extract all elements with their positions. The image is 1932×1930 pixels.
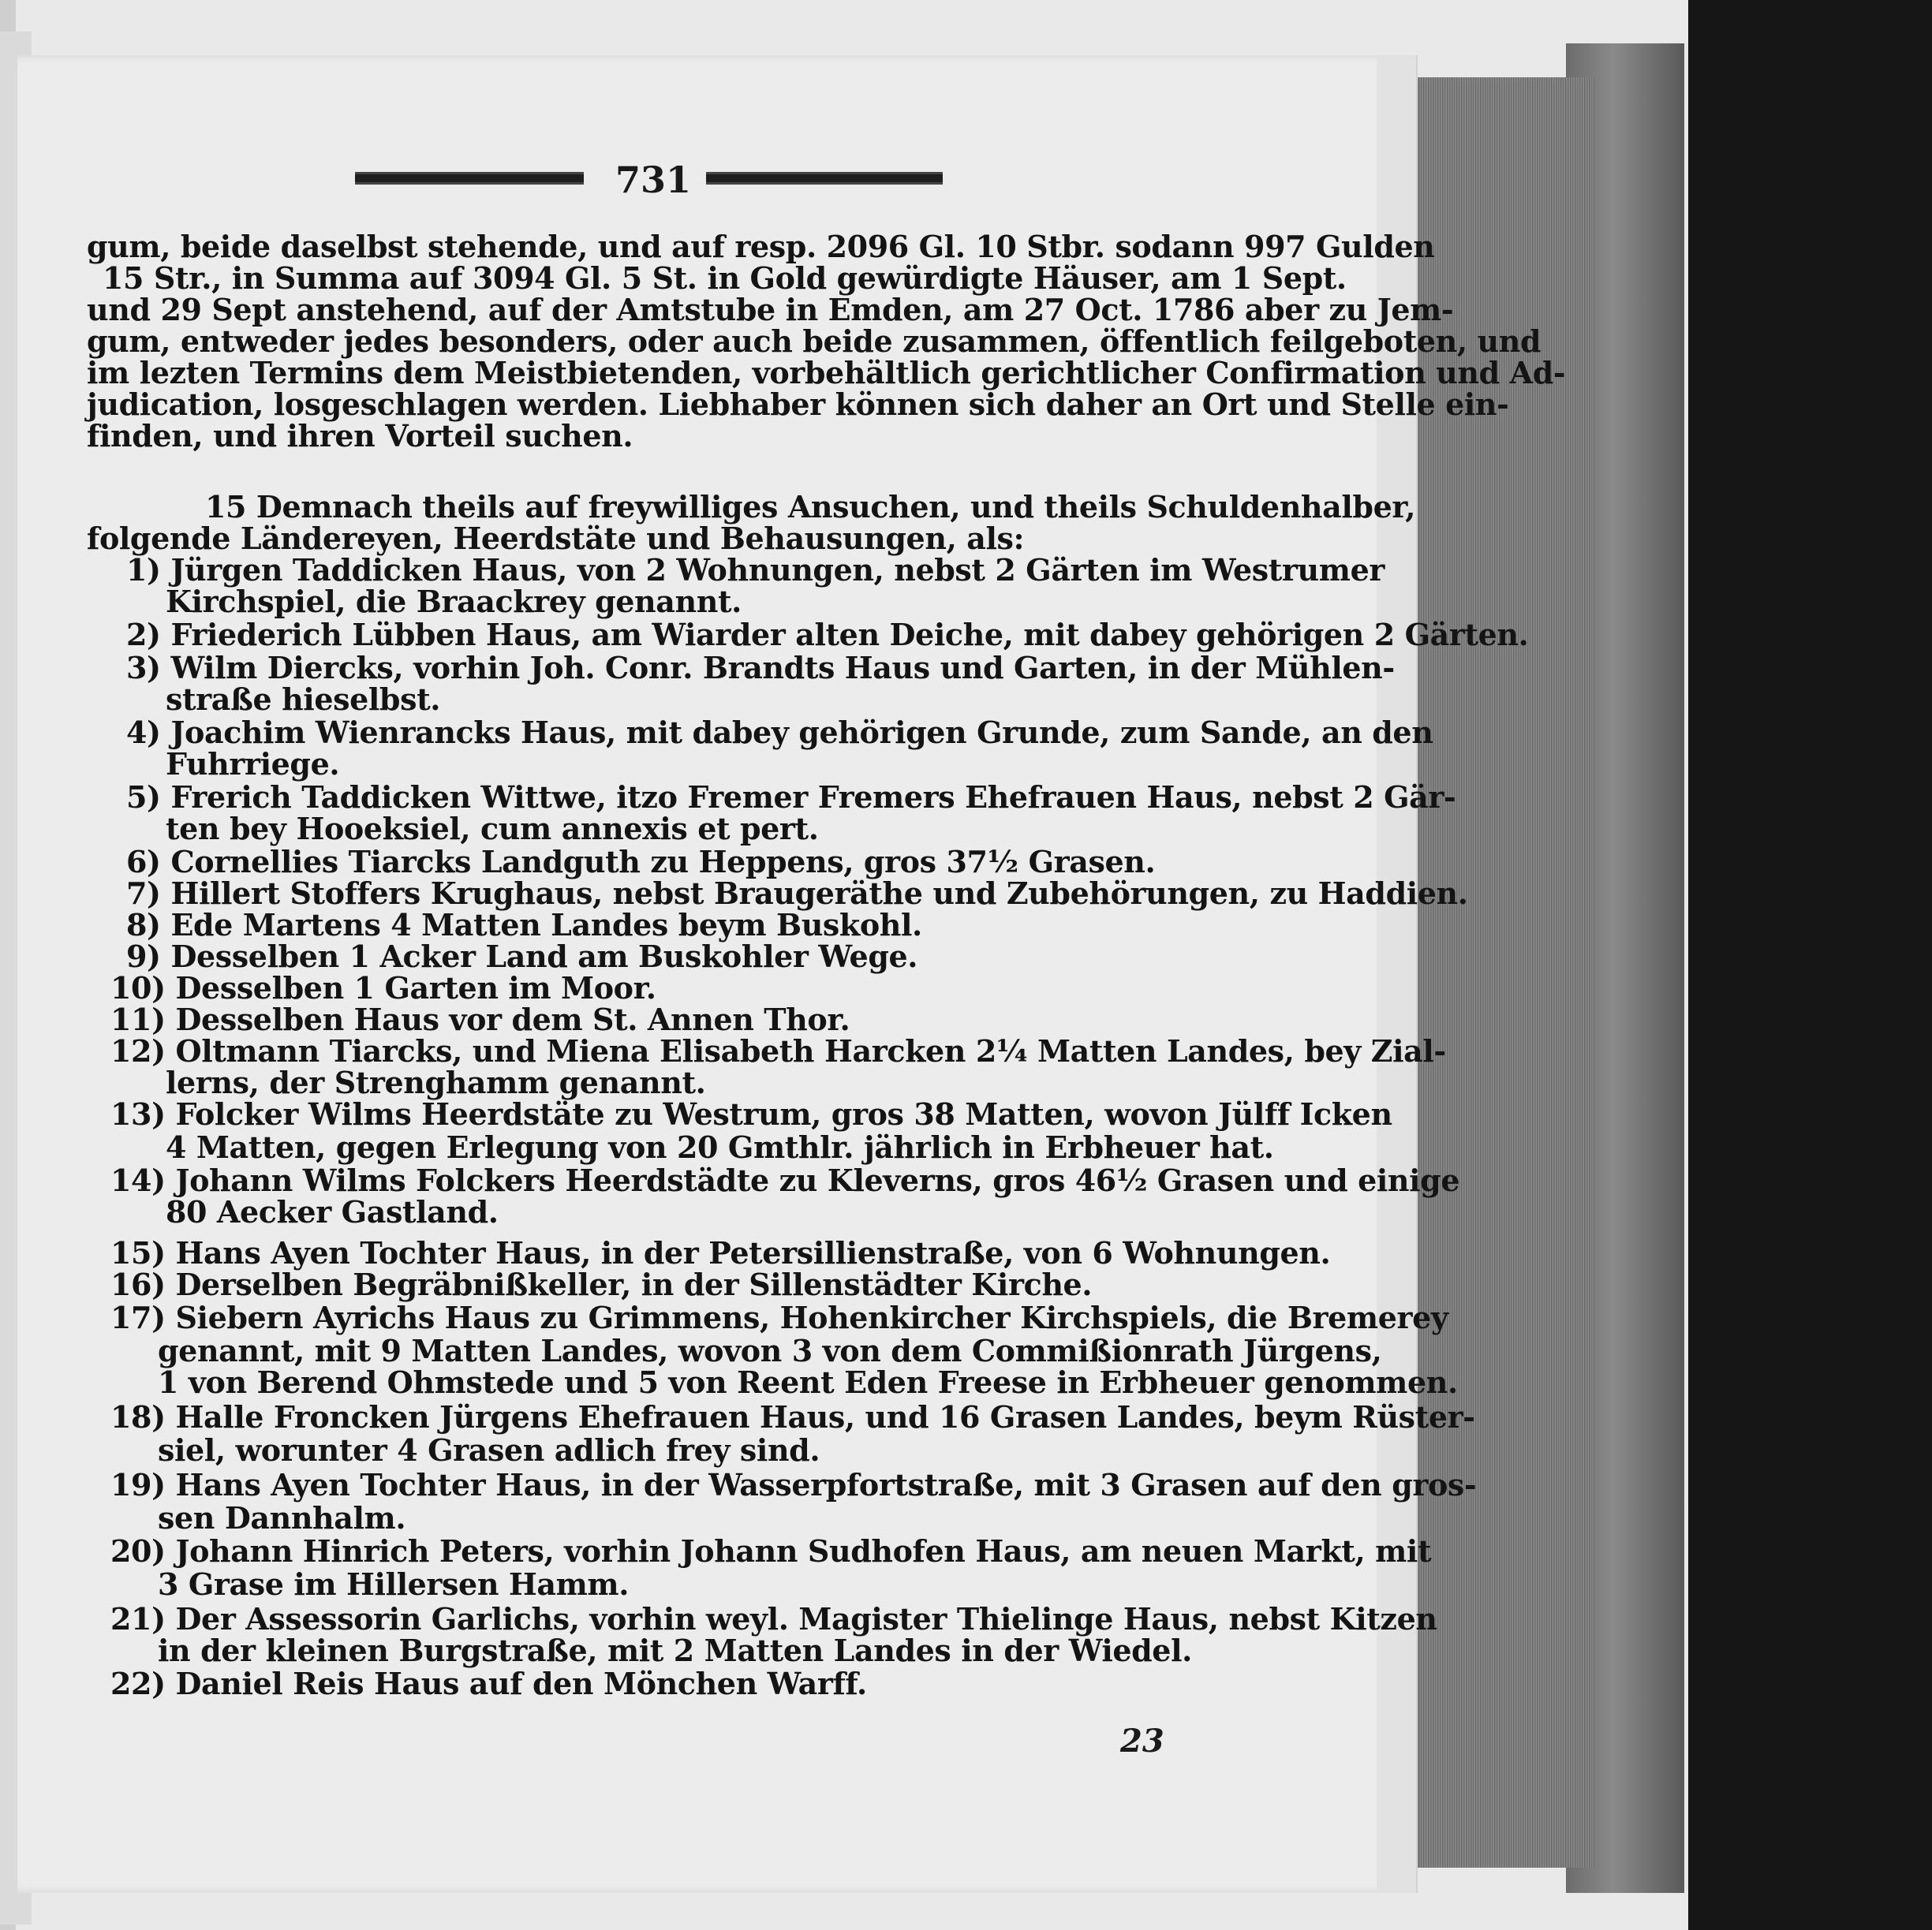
list-item: 10) Desselben 1 Garten im Moor. bbox=[110, 970, 656, 1006]
list-item: 5) Frerich Taddicken Wittwe, itzo Fremer Fremers Ehefrauen Haus, nebst 2 Gär- bbox=[126, 779, 1456, 815]
text-line: Kirchspiel, die Braackrey genannt. bbox=[166, 584, 742, 619]
text-line: judication, losgeschlagen werden. Liebhaber können sich daher an Ort und Stelle ein- bbox=[87, 386, 1509, 422]
list-item: 7) Hillert Stoffers Krughaus, nebst Braugeräthe und Zubehörungen, zu Haddien. bbox=[126, 875, 1468, 911]
list-item: 18) Halle Froncken Jürgens Ehefrauen Haus, und 16 Grasen Landes, beym Rüster- bbox=[110, 1399, 1475, 1435]
text-line: finden, und ihren Vorteil suchen. bbox=[87, 418, 633, 454]
scan-backdrop-right bbox=[1688, 0, 1932, 1930]
list-item: 11) Desselben Haus vor dem St. Annen Thor. bbox=[110, 1002, 850, 1037]
list-item: 21) Der Assessorin Garlichs, vorhin weyl. Magister Thielinge Haus, nebst Kitzen bbox=[110, 1601, 1437, 1637]
text-line: siel, worunter 4 Grasen adlich frey sind. bbox=[158, 1432, 820, 1468]
list-item: 9) Desselben 1 Acker Land am Buskohler Wege. bbox=[126, 939, 918, 974]
list-item: 2) Friederich Lübben Haus, am Wiarder alten Deiche, mit dabey gehörigen 2 Gärten. bbox=[126, 617, 1529, 652]
text-line: folgende Ländereyen, Heerdstäte und Behausungen, als: bbox=[87, 521, 1025, 556]
list-item: 8) Ede Martens 4 Matten Landes beym Buskohl. bbox=[126, 907, 922, 943]
list-item: 19) Hans Ayen Tochter Haus, in der Wasserpfortstraße, mit 3 Grasen auf den gros- bbox=[110, 1467, 1477, 1503]
text-line: straße hieselbst. bbox=[166, 681, 441, 717]
list-item: 4) Joachim Wienrancks Haus, mit dabey gehörigen Grunde, zum Sande, an den bbox=[126, 715, 1433, 750]
signature-mark: 23 bbox=[1120, 1723, 1164, 1760]
header-rule-left bbox=[355, 172, 584, 185]
header-rule-right bbox=[706, 172, 943, 185]
text-line: in der kleinen Burgstraße, mit 2 Matten Landes in der Wiedel. bbox=[158, 1633, 1192, 1668]
text-line: sen Dannhalm. bbox=[158, 1500, 406, 1536]
list-item: 15) Hans Ayen Tochter Haus, in der Petersillienstraße, von 6 Wohnungen. bbox=[110, 1235, 1331, 1271]
text-line: und 29 Sept anstehend, auf der Amtstube in Emden, am 27 Oct. 1786 aber zu Jem- bbox=[87, 292, 1454, 327]
list-item: 13) Folcker Wilms Heerdstäte zu Westrum, gros 38 Matten, wovon Jülff Icken bbox=[110, 1096, 1392, 1132]
text-line: ten bey Hooeksiel, cum annexis et pert. bbox=[166, 811, 819, 846]
page-header bbox=[355, 156, 943, 203]
list-item: 16) Derselben Begräbnißkeller, in der Sillenstädter Kirche. bbox=[110, 1267, 1093, 1302]
list-item: 14) Johann Wilms Folckers Heerdstädte zu Kleverns, gros 46½ Grasen und einige bbox=[110, 1163, 1460, 1198]
text-line: genannt, mit 9 Matten Landes, wovon 3 von dem Commißionrath Jürgens, bbox=[158, 1333, 1382, 1368]
text-line: Fuhrriege. bbox=[166, 746, 340, 782]
text-line: 80 Aecker Gastland. bbox=[166, 1194, 499, 1230]
list-item: 6) Cornellies Tiarcks Landguth zu Heppens, gros 37½ Grasen. bbox=[126, 844, 1156, 879]
text-line: 15 Str., in Summa auf 3094 Gl. 5 St. in Gold gewürdigte Häuser, am 1 Sept. bbox=[103, 260, 1347, 296]
list-item: 12) Oltmann Tiarcks, und Miena Elisabeth Harcken 2¼ Matten Landes, bey Zial- bbox=[110, 1033, 1446, 1069]
text-line: 1 von Berend Ohmstede und 5 von Reent Eden Freese in Erbheuer genommen. bbox=[158, 1364, 1458, 1400]
text-line: gum, entweder jedes besonders, oder auch beide zusammen, öffentlich feilgeboten, und bbox=[87, 323, 1541, 359]
text-line: im lezten Termins dem Meistbietenden, vorbehältlich gerichtlicher Confirmation und Ad- bbox=[87, 355, 1566, 390]
list-item: 1) Jürgen Taddicken Haus, von 2 Wohnungen, nebst 2 Gärten im Westrumer bbox=[126, 552, 1385, 588]
text-line: 15 Demnach theils auf freywilliges Ansuchen, und theils Schuldenhalber, bbox=[205, 489, 1416, 524]
list-item: 22) Daniel Reis Haus auf den Mönchen Warff. bbox=[110, 1666, 867, 1701]
page-number: 731 bbox=[615, 159, 692, 201]
list-item: 20) Johann Hinrich Peters, vorhin Johann Sudhofen Haus, am neuen Markt, mit bbox=[110, 1533, 1432, 1569]
list-item: 17) Siebern Ayrichs Haus zu Grimmens, Hohenkircher Kirchspiels, die Bremerey bbox=[110, 1300, 1448, 1335]
list-item: 3) Wilm Diercks, vorhin Joh. Conr. Brandts Haus und Garten, in der Mühlen- bbox=[126, 650, 1395, 685]
text-line: gum, beide daselbst stehende, und auf resp. 2096 Gl. 10 Stbr. sodann 997 Gulden bbox=[87, 229, 1435, 264]
text-line: 3 Grase im Hillersen Hamm. bbox=[158, 1566, 630, 1602]
text-line: 4 Matten, gegen Erlegung von 20 Gmthlr. jährlich in Erbheuer hat. bbox=[166, 1129, 1274, 1165]
text-line: lerns, der Strenghamm genannt. bbox=[166, 1065, 706, 1100]
